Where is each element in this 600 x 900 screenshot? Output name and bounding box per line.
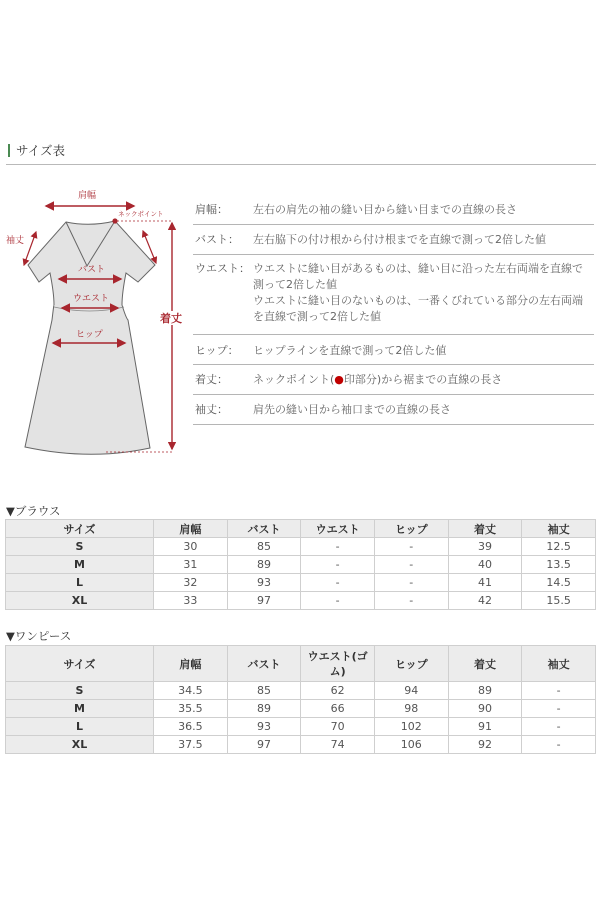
table-cell: 89 bbox=[227, 556, 301, 574]
definition-term: ウエスト： bbox=[195, 262, 250, 275]
definition-term: 着丈： bbox=[195, 373, 228, 386]
section-title bbox=[6, 141, 596, 165]
red-dot-icon: ● bbox=[334, 373, 344, 386]
table-cell: 102 bbox=[374, 718, 448, 736]
svg-text:肩幅: 肩幅 bbox=[78, 191, 97, 201]
size-cell: L bbox=[6, 574, 154, 592]
header-cell: 肩幅 bbox=[154, 520, 228, 538]
dress-illustration-icon bbox=[0, 183, 196, 463]
header-cell: ヒップ bbox=[374, 520, 448, 538]
header-cell: 着丈 bbox=[448, 520, 522, 538]
definition-desc: 左右の肩先の袖の縫い目から縫い目までの直線の長さ bbox=[253, 203, 517, 216]
definition-desc: ヒップラインを直線で測って2倍した値 bbox=[253, 344, 447, 357]
header-cell: バスト bbox=[227, 520, 301, 538]
table-cell: - bbox=[374, 538, 448, 556]
definition-waist bbox=[193, 255, 594, 335]
definition-desc: 左右脇下の付け根から付け根までを直線で測って2倍した値 bbox=[253, 233, 546, 246]
table-cell: 93 bbox=[227, 718, 301, 736]
svg-text:ネックポイント: ネックポイント bbox=[118, 210, 164, 218]
garment-diagram bbox=[0, 183, 196, 463]
table-cell: 97 bbox=[227, 736, 301, 754]
table-cell: - bbox=[522, 718, 596, 736]
table-cell: 106 bbox=[374, 736, 448, 754]
table-cell: - bbox=[522, 736, 596, 754]
header-cell: サイズ bbox=[6, 520, 154, 538]
table-cell: 33 bbox=[154, 592, 228, 610]
table-cell: 93 bbox=[227, 574, 301, 592]
definition-desc bbox=[253, 261, 594, 334]
definition-line: ウエストに縫い目があるものは、縫い目に沿った左右両端を直線で bbox=[253, 262, 583, 275]
table-cell: 98 bbox=[374, 700, 448, 718]
table-cell: 30 bbox=[154, 538, 228, 556]
svg-text:ウエスト: ウエスト bbox=[73, 294, 110, 304]
table-cell: 74 bbox=[301, 736, 375, 754]
table-cell: 90 bbox=[448, 700, 522, 718]
table-cell: 94 bbox=[374, 682, 448, 700]
table-cell: 62 bbox=[301, 682, 375, 700]
size-cell: M bbox=[6, 556, 154, 574]
header-cell: 袖丈 bbox=[522, 520, 596, 538]
table-row bbox=[6, 718, 596, 736]
onepiece-section-label: ▼ワンピース bbox=[6, 629, 72, 643]
table-header-row bbox=[6, 646, 596, 682]
svg-text:ヒップ: ヒップ bbox=[76, 330, 103, 340]
table-cell: - bbox=[301, 556, 375, 574]
definition-term: 袖丈： bbox=[195, 403, 228, 416]
table-cell: 89 bbox=[448, 682, 522, 700]
definition-term: 肩幅： bbox=[195, 203, 228, 216]
table-cell: - bbox=[374, 592, 448, 610]
table-cell: 36.5 bbox=[154, 718, 228, 736]
table-cell: 85 bbox=[227, 538, 301, 556]
table-cell: 91 bbox=[448, 718, 522, 736]
definition-length bbox=[193, 365, 594, 395]
table-cell: 85 bbox=[227, 682, 301, 700]
table-cell: - bbox=[301, 538, 375, 556]
svg-text:着丈: 着丈 bbox=[160, 312, 182, 325]
table-cell: - bbox=[374, 574, 448, 592]
table-cell: 41 bbox=[448, 574, 522, 592]
definition-line: ウエストに縫い目のないものは、一番くびれている部分の左右両端 bbox=[253, 294, 583, 307]
table-row bbox=[6, 538, 596, 556]
table-cell: - bbox=[301, 574, 375, 592]
definition-line: を直線で測って2倍した値 bbox=[253, 310, 381, 323]
table-row bbox=[6, 592, 596, 610]
table-cell: - bbox=[374, 556, 448, 574]
table-cell: - bbox=[522, 682, 596, 700]
definition-shoulder bbox=[193, 196, 594, 225]
table-cell: 66 bbox=[301, 700, 375, 718]
table-row bbox=[6, 556, 596, 574]
definition-sleeve bbox=[193, 395, 594, 425]
table-row bbox=[6, 682, 596, 700]
table-row bbox=[6, 700, 596, 718]
svg-text:バスト: バスト bbox=[78, 265, 106, 275]
table-cell: 40 bbox=[448, 556, 522, 574]
table-cell: 12.5 bbox=[522, 538, 596, 556]
page-title: サイズ表 bbox=[16, 143, 66, 158]
onepiece-size-table bbox=[5, 645, 596, 754]
table-cell: 42 bbox=[448, 592, 522, 610]
table-cell: 97 bbox=[227, 592, 301, 610]
header-cell: バスト bbox=[227, 646, 301, 682]
table-cell: 35.5 bbox=[154, 700, 228, 718]
table-cell: 39 bbox=[448, 538, 522, 556]
measurement-definitions bbox=[193, 196, 594, 425]
definition-term: ヒップ： bbox=[195, 344, 239, 357]
header-cell: 着丈 bbox=[448, 646, 522, 682]
table-header-row bbox=[6, 520, 596, 538]
header-cell: ヒップ bbox=[374, 646, 448, 682]
table-cell: 15.5 bbox=[522, 592, 596, 610]
table-cell: 13.5 bbox=[522, 556, 596, 574]
size-cell: S bbox=[6, 538, 154, 556]
size-cell: XL bbox=[6, 592, 154, 610]
definition-bust bbox=[193, 225, 594, 255]
definition-desc: 肩先の縫い目から袖口までの直線の長さ bbox=[253, 403, 451, 416]
definition-text: 印部分)から裾までの直線の長さ bbox=[343, 373, 503, 386]
table-cell: 34.5 bbox=[154, 682, 228, 700]
table-cell: 89 bbox=[227, 700, 301, 718]
table-row bbox=[6, 736, 596, 754]
definition-desc bbox=[253, 372, 594, 394]
blouse-size-table bbox=[5, 519, 596, 610]
blouse-section-label: ▼ブラウス bbox=[6, 504, 61, 518]
header-cell: ウエスト bbox=[301, 520, 375, 538]
table-cell: 31 bbox=[154, 556, 228, 574]
table-cell: 70 bbox=[301, 718, 375, 736]
header-cell: 肩幅 bbox=[154, 646, 228, 682]
size-cell: XL bbox=[6, 736, 154, 754]
header-cell: ウエスト(ゴム) bbox=[301, 646, 375, 682]
definition-hip bbox=[193, 335, 594, 365]
table-cell: - bbox=[522, 700, 596, 718]
header-cell: 袖丈 bbox=[522, 646, 596, 682]
definition-text: ネックポイント( bbox=[253, 373, 335, 386]
table-cell: 92 bbox=[448, 736, 522, 754]
header-cell: サイズ bbox=[6, 646, 154, 682]
definition-term: バスト： bbox=[195, 233, 239, 246]
table-cell: 14.5 bbox=[522, 574, 596, 592]
svg-text:袖丈: 袖丈 bbox=[6, 236, 25, 246]
size-cell: L bbox=[6, 718, 154, 736]
table-cell: - bbox=[301, 592, 375, 610]
size-cell: S bbox=[6, 682, 154, 700]
table-row bbox=[6, 574, 596, 592]
definition-line: 測って2倍した値 bbox=[253, 278, 337, 291]
table-cell: 32 bbox=[154, 574, 228, 592]
table-cell: 37.5 bbox=[154, 736, 228, 754]
size-cell: M bbox=[6, 700, 154, 718]
title-accent-bar bbox=[8, 144, 10, 157]
